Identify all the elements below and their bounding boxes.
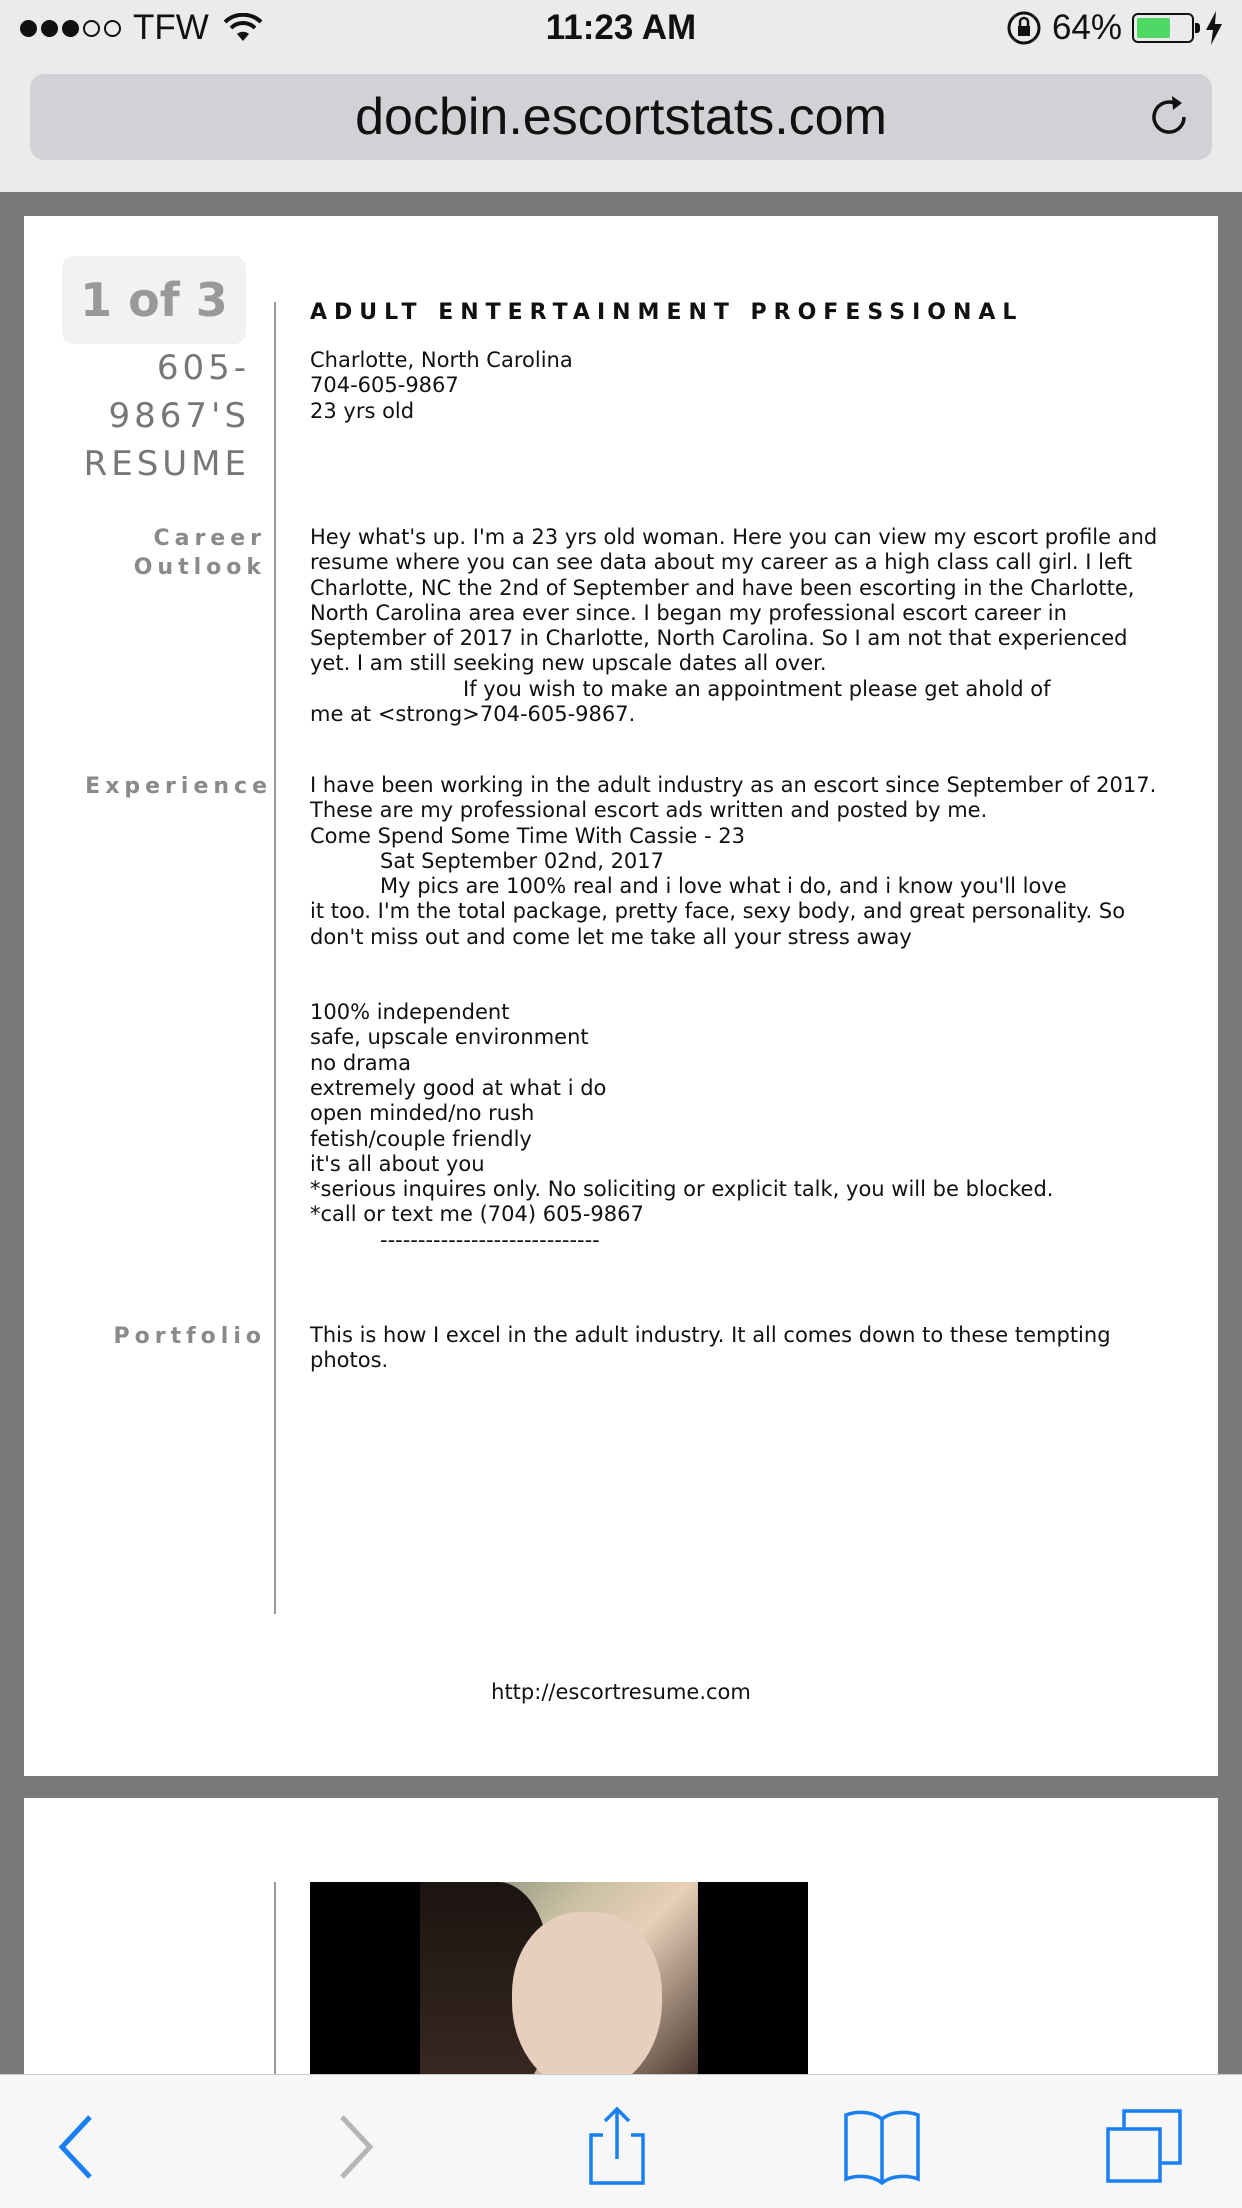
- back-icon[interactable]: [38, 2105, 118, 2185]
- battery-fill: [1137, 18, 1170, 38]
- address-bar-area: [0, 62, 1242, 192]
- ad-first-line: My pics are 100% real and i love what i do, and i know you'll love: [380, 874, 1067, 899]
- page-indicator: 1 of 3: [62, 256, 246, 344]
- ad-date: Sat September 02nd, 2017: [380, 848, 665, 873]
- photo-face: [512, 1912, 662, 2092]
- ad-bullet: 100% independent: [310, 1000, 510, 1025]
- ad-divider: -----------------------------: [380, 1227, 600, 1252]
- contact-phone: 704-605-9867: [310, 373, 459, 398]
- battery-nub: [1195, 23, 1200, 33]
- section-divider-line: [274, 302, 276, 1614]
- tabs-icon[interactable]: [1104, 2105, 1184, 2185]
- ad-bullet: extremely good at what i do: [310, 1075, 607, 1100]
- ad-bullet: open minded/no rush: [310, 1101, 535, 1126]
- url-text[interactable]: docbin.escortstats.com: [355, 88, 887, 146]
- forward-icon[interactable]: [314, 2105, 394, 2185]
- career-outlook-text: Hey what's up. I'm a 23 yrs old woman. Here you can view my escort profile and resume where you can see data about my career as a high class call girl. I left Charlotte, NC the 2nd of September and have been escorting in the Charlotte, North Carolina area ever since. I began my professional escort career in September of 2017 in Charlotte, North Carolina. So I am not that experienced yet. I am still seeking new upscale dates all over.: [310, 525, 1158, 676]
- career-outlook-content: [310, 525, 1170, 727]
- address-bar[interactable]: [30, 74, 1212, 160]
- share-icon[interactable]: [577, 2105, 657, 2185]
- contact-location: Charlotte, North Carolina: [310, 348, 573, 372]
- photo-content: [420, 1882, 698, 2098]
- experience-content: [310, 773, 1170, 1253]
- ad-bullet: *call or text me (704) 605-9867: [310, 1202, 644, 1227]
- ad-bullet: *serious inquires only. No soliciting or explicit talk, you will be blocked.: [310, 1177, 1054, 1202]
- battery-percent: 64%: [1051, 8, 1122, 47]
- ad-title: Come Spend Some Time With Cassie - 23: [310, 823, 745, 848]
- browser-toolbar: [0, 2074, 1242, 2208]
- contact-block: [310, 348, 1170, 424]
- headline: ADULT ENTERTAINMENT PROFESSIONAL: [310, 300, 1024, 325]
- resume-title: 605-9867'S RESUME: [83, 348, 250, 484]
- battery-icon: [1132, 13, 1194, 43]
- ad-bullet: fetish/couple friendly: [310, 1126, 532, 1151]
- career-outlook-label: Career Outlook: [133, 526, 266, 580]
- portfolio-text: This is how I excel in the adult industry. It all comes down to these tempting photos.: [310, 1323, 1111, 1373]
- document-page-1: [24, 216, 1218, 1776]
- reload-icon[interactable]: [1146, 94, 1192, 140]
- experience-label: Experience: [85, 774, 272, 799]
- experience-intro: I have been working in the adult industry as an escort since September of 2017. These are my professional escort ads written and posted by me.: [310, 773, 1157, 823]
- ad-bullet-list: [310, 1000, 1170, 1228]
- contact-age: 23 yrs old: [310, 398, 415, 423]
- ad-bullet: safe, upscale environment: [310, 1025, 589, 1050]
- rotation-lock-icon: [1006, 10, 1042, 46]
- status-bar: [0, 0, 1242, 62]
- appointment-text-cont: me at <strong>704-605-9867.: [310, 702, 636, 727]
- appointment-text: If you wish to make an appointment please get ahold of: [463, 676, 1051, 701]
- section-divider-line: [274, 1882, 276, 2098]
- document-page-2: [24, 1798, 1218, 2098]
- charging-bolt-icon: [1204, 11, 1224, 45]
- ad-body: it too. I'm the total package, pretty face, sexy body, and great personality. So don't miss out and come let me take all your stress away: [310, 899, 1126, 949]
- ad-bullet: no drama: [310, 1050, 411, 1075]
- bookmarks-icon[interactable]: [842, 2105, 922, 2185]
- carrier-name: TFW: [133, 8, 209, 47]
- spacer: [310, 950, 1170, 1000]
- status-time: 11:23 AM: [545, 8, 697, 47]
- status-right: [1006, 8, 1224, 48]
- ad-bullet: it's all about you: [310, 1151, 485, 1176]
- footer-link[interactable]: http://escortresume.com: [491, 1680, 751, 1704]
- portfolio-label: Portfolio: [113, 1324, 266, 1349]
- portfolio-photo: [310, 1882, 808, 2098]
